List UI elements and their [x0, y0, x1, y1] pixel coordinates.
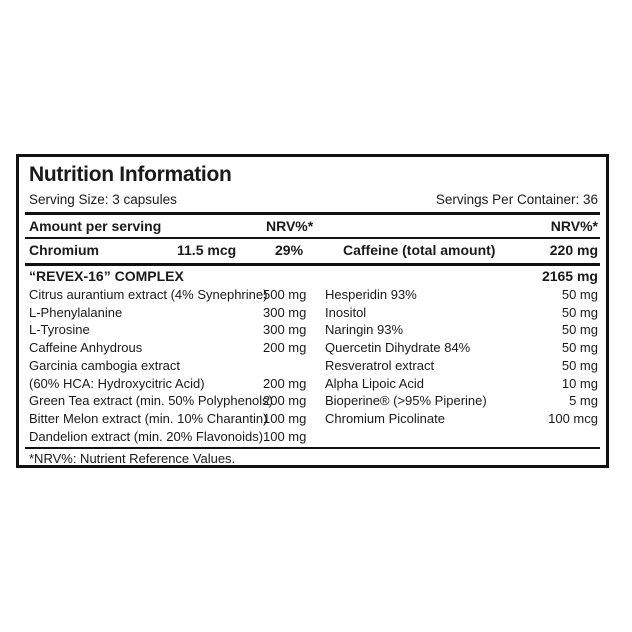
right-ingredient-name: Quercetin Dihydrate 84% — [325, 340, 471, 356]
chromium-amount: 11.5 mcg — [177, 242, 237, 258]
left-ingredient-amount: 300 mg — [263, 322, 307, 338]
nrv-left-header: NRV%* — [266, 218, 314, 234]
column-divider — [25, 237, 600, 239]
right-ingredient-amount: 50 mg — [561, 340, 598, 356]
left-ingredient-amount: 200 mg — [263, 340, 307, 356]
left-ingredient-name: L-Tyrosine — [29, 322, 90, 338]
nutrition-panel — [16, 154, 609, 468]
right-ingredient-amount: 50 mg — [561, 322, 598, 338]
left-ingredient-name: (60% HCA: Hydroxycitric Acid) — [29, 375, 205, 391]
left-ingredient-amount: 100 mg — [263, 410, 307, 426]
complex-total: 2165 mg — [541, 268, 598, 284]
amount-per-serving-label: Amount per serving — [29, 218, 162, 234]
right-ingredient-name: Naringin 93% — [325, 322, 404, 338]
right-ingredient-amount: 50 mg — [561, 287, 598, 302]
right-ingredient-name: Alpha Lipoic Acid — [325, 375, 425, 391]
right-ingredient-name: Hesperidin 93% — [325, 287, 417, 302]
servings-per-container: Servings Per Container: 36 — [435, 192, 598, 207]
right-ingredient-amount: 50 mg — [561, 304, 598, 320]
chromium-nrv: 29% — [275, 242, 304, 258]
footer-divider — [25, 447, 600, 449]
left-ingredient-amount: 200 mg — [263, 393, 307, 409]
left-ingredient-amount: 200 mg — [263, 375, 307, 391]
left-ingredient-amount: 100 mg — [263, 428, 307, 444]
caffeine-amount: 220 mg — [549, 242, 598, 258]
left-ingredient-amount: 300 mg — [263, 304, 307, 320]
serving-size: Serving Size: 3 capsules — [29, 192, 177, 207]
footnote: *NRV%: Nutrient Reference Values. — [29, 451, 236, 466]
caffeine-name: Caffeine (total amount) — [343, 242, 496, 258]
left-ingredient-name: Garcinia cambogia extract — [29, 357, 181, 373]
right-ingredient-name: Chromium Picolinate — [325, 410, 445, 426]
left-ingredient-name: Citrus aurantium extract (4% Synephrine) — [29, 287, 268, 302]
right-ingredient-amount: 10 mg — [561, 375, 598, 391]
left-ingredient-name: Bitter Melon extract (min. 10% Charantin) — [29, 410, 268, 426]
right-ingredient-amount: 50 mg — [561, 357, 598, 373]
nrv-right-header: NRV%* — [550, 218, 598, 234]
panel-title: Nutrition Information — [29, 163, 232, 186]
right-ingredient-name: Resveratrol extract — [325, 357, 435, 373]
complex-divider — [25, 263, 600, 266]
right-ingredient-name: Bioperine® (>95% Piperine) — [325, 393, 487, 409]
header-divider — [25, 212, 600, 215]
complex-name: “REVEX-16” COMPLEX — [29, 268, 184, 284]
right-ingredient-name: Inositol — [325, 304, 367, 320]
left-ingredient-name: Dandelion extract (min. 20% Flavonoids) — [29, 428, 264, 444]
left-ingredient-name: Caffeine Anhydrous — [29, 340, 143, 356]
left-ingredient-amount: 500 mg — [263, 287, 307, 302]
left-ingredient-name: L-Phenylalanine — [29, 304, 123, 320]
right-ingredient-amount: 100 mcg — [548, 410, 598, 426]
left-ingredient-name: Green Tea extract (min. 50% Polyphenols) — [29, 393, 273, 409]
right-ingredient-amount: 5 mg — [569, 393, 598, 409]
chromium-name: Chromium — [29, 242, 99, 258]
